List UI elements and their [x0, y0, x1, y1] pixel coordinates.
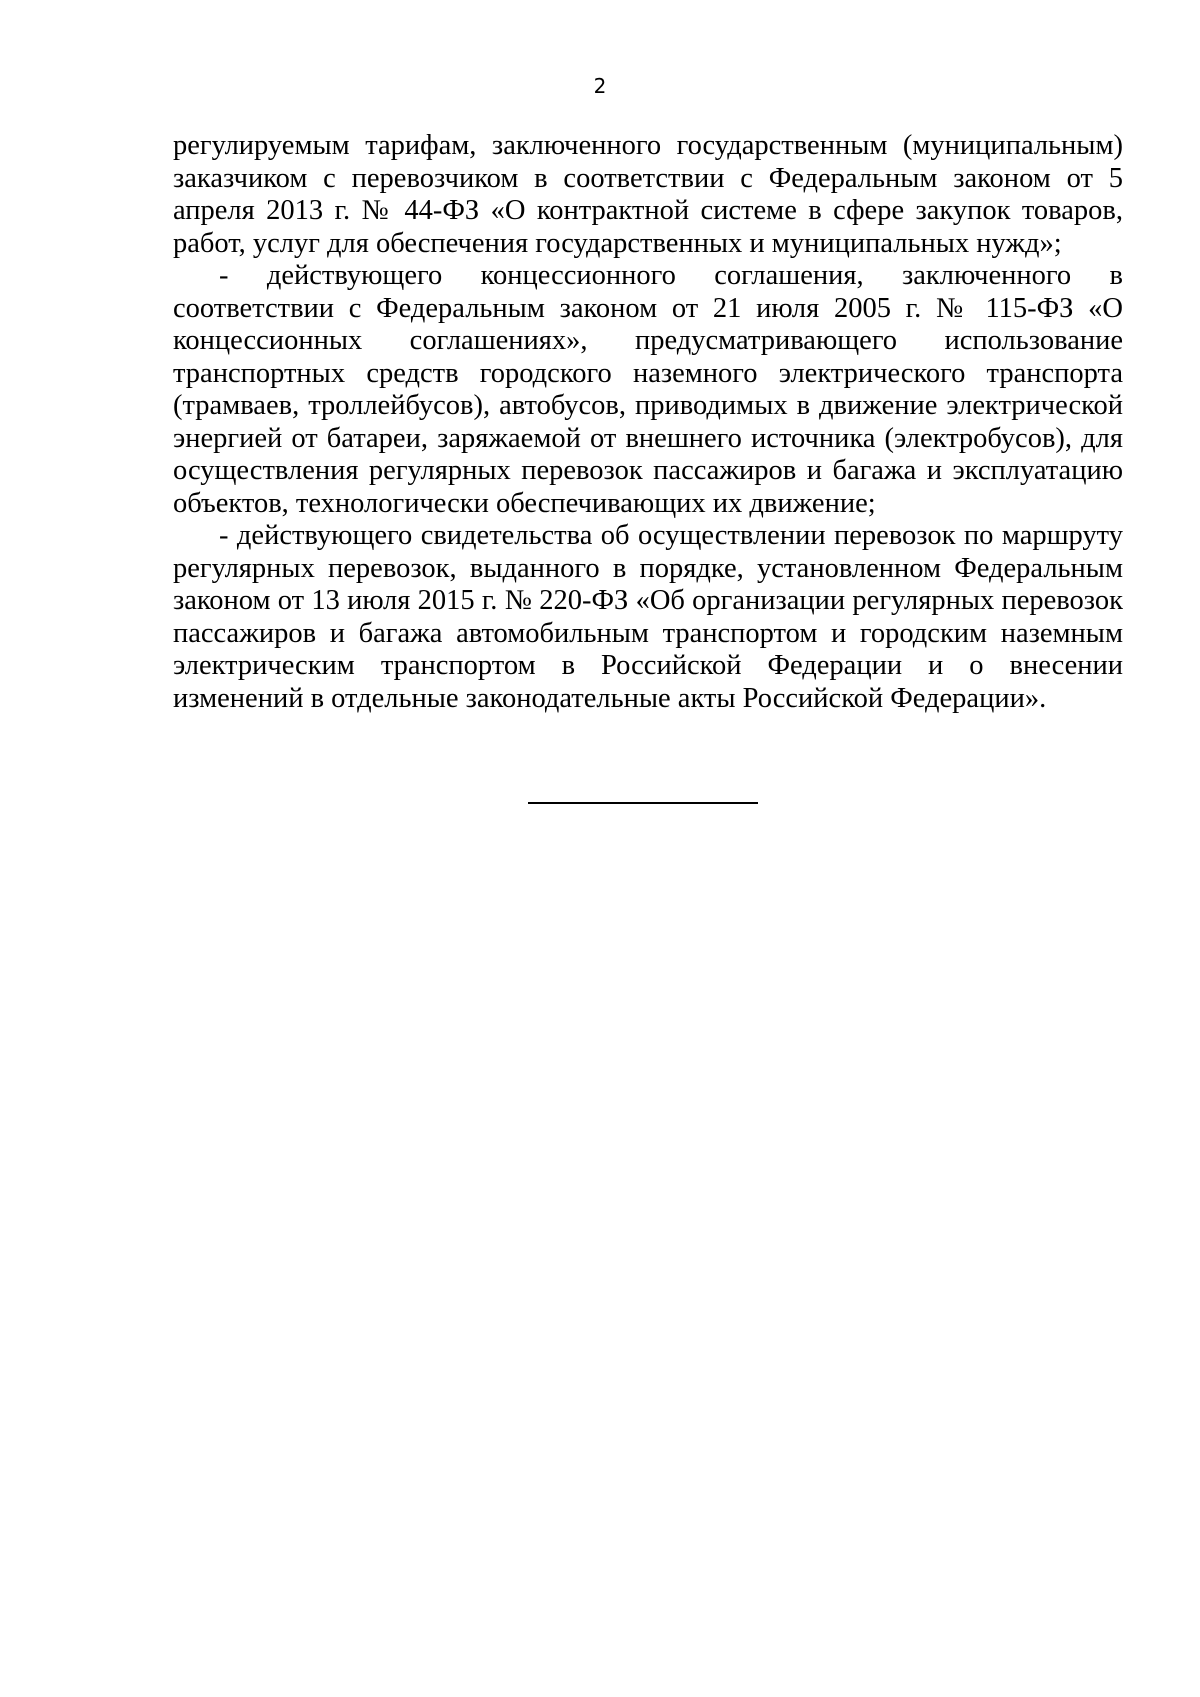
document-body	[173, 130, 1123, 715]
paragraph-route-certificate: - действующего свидетельства об осуществлении перевозок по маршруту регулярных перевозок, выданного в порядке, установленном Федеральным законом от 13 июля 2015 г. № 220-ФЗ «Об организации регулярных перевозок пассажиров и багажа автомобильным транспортом и городским наземным электрическим транспортом в Российской Федерации и о внесении изменений в отдельные законодательные акты Российской Федерации».	[173, 520, 1123, 714]
page-number: 2	[593, 74, 607, 98]
paragraph-concession-agreement: - действующего концессионного соглашения, заключенного в соответствии с Федеральным законом от 21 июля 2005 г. № 115-ФЗ «О концессионных соглашениях», предусматривающего использование транспортных средств городского наземного электрического транспорта (трамваев, троллейбусов), автобусов, приводимых в движение электрической энергией от батареи, заряжаемой от внешнего источника (электробусов), для осуществления регулярных перевозок пассажиров и багажа и эксплуатацию объектов, технологически обеспечивающих их движение;	[173, 260, 1123, 519]
end-divider-line	[528, 802, 758, 804]
paragraph-continuation: регулируемым тарифам, заключенного государственным (муниципальным) заказчиком с перевозчиком в соответствии с Федеральным законом от 5 апреля 2013 г. № 44-ФЗ «О контрактной системе в сфере закупок товаров, работ, услуг для обеспечения государственных и муниципальных нужд»;	[173, 130, 1123, 259]
